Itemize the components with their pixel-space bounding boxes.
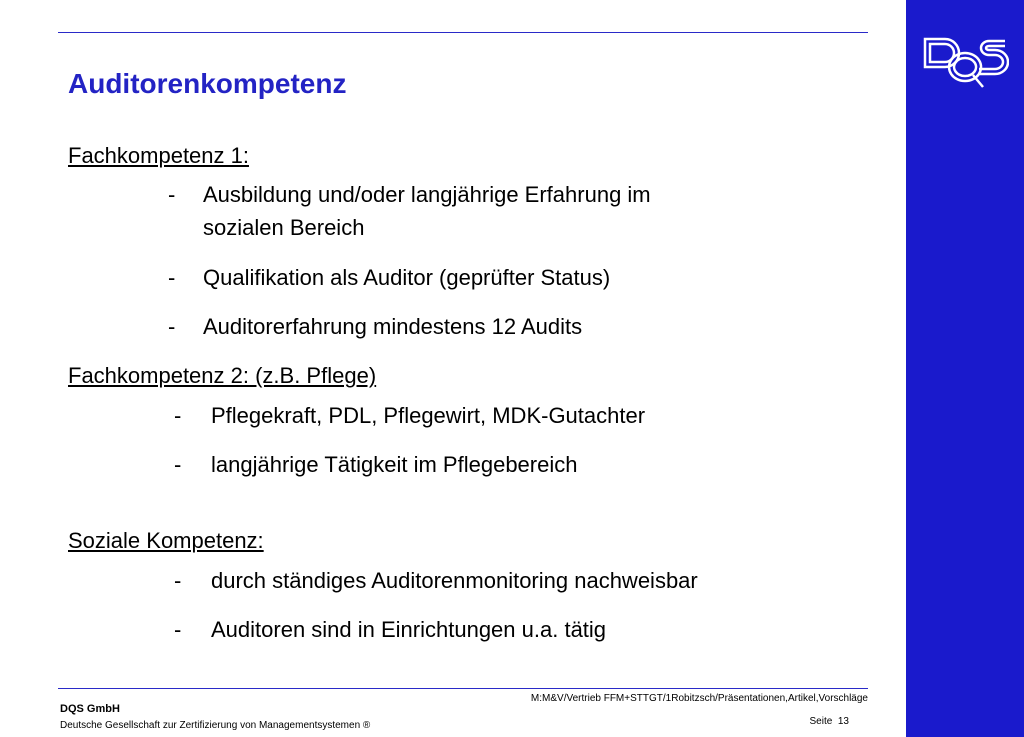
header-rule bbox=[58, 32, 868, 33]
bullet-dash: - bbox=[174, 403, 182, 428]
section-heading: Fachkompetenz 1: bbox=[68, 143, 249, 168]
list-item-text: sozialen Bereich bbox=[203, 215, 365, 240]
bullet-dash: - bbox=[168, 182, 176, 207]
section-heading: Fachkompetenz 2: (z.B. Pflege) bbox=[68, 363, 377, 388]
list-item-text: Qualifikation als Auditor (geprüfter Status) bbox=[203, 265, 611, 290]
bullet-dash: - bbox=[174, 568, 182, 593]
list-item-text: durch ständiges Auditorenmonitoring nachweisbar bbox=[211, 568, 698, 593]
footer-rule bbox=[58, 688, 868, 689]
company-name: DQS GmbH bbox=[60, 703, 120, 715]
page-label: Seite bbox=[809, 716, 833, 727]
section-heading: Soziale Kompetenz: bbox=[68, 528, 264, 553]
bullet-dash: - bbox=[174, 452, 182, 477]
page-indicator bbox=[810, 716, 849, 727]
file-path: M:M&V/Vertrieb FFM+STTGT/1Robitzsch/Präsentationen,Artikel,Vorschläge bbox=[530, 693, 868, 704]
bullet-dash: - bbox=[174, 617, 182, 642]
slide-title: Auditorenkompetenz bbox=[68, 68, 347, 99]
dqs-logo bbox=[921, 33, 1009, 97]
list-item-text: langjährige Tätigkeit im Pflegebereich bbox=[211, 452, 578, 477]
page-number: 13 bbox=[837, 716, 849, 727]
list-item-text: Auditorerfahrung mindestens 12 Audits bbox=[203, 314, 583, 339]
bullet-dash: - bbox=[168, 314, 176, 339]
list-item-text: Auditoren sind in Einrichtungen u.a. tätig bbox=[211, 617, 607, 642]
list-item-text: Pflegekraft, PDL, Pflegewirt, MDK-Gutachter bbox=[211, 403, 646, 428]
company-tagline: Deutsche Gesellschaft zur Zertifizierung von Managementsystemen ® bbox=[60, 720, 371, 731]
brand-sidebar bbox=[906, 0, 1024, 737]
list-item-text: Ausbildung und/oder langjährige Erfahrung im bbox=[203, 182, 651, 207]
bullet-dash: - bbox=[168, 265, 176, 290]
